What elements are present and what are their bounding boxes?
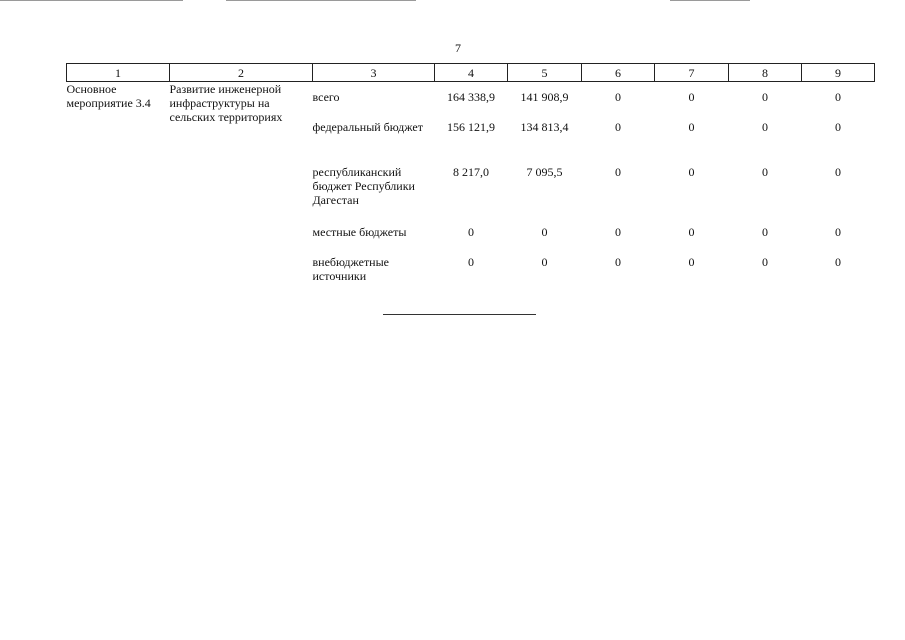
value-cell: 0 — [835, 90, 841, 104]
value-cell: 0 — [835, 120, 841, 134]
column-header: 6 — [582, 64, 655, 82]
value-cell: 0 — [688, 225, 695, 239]
measure-name: Основное мероприятие 3.4 — [66, 82, 151, 110]
value-cell: 8 217,0 — [453, 165, 489, 179]
value-cell: 0 — [615, 120, 621, 134]
column-header: 3 — [313, 64, 435, 82]
table-row — [67, 82, 875, 121]
value-cell: 0 — [762, 165, 768, 179]
value-cell: 7 095,5 — [526, 165, 563, 179]
value-cell: 0 — [541, 255, 548, 269]
column-header: 2 — [170, 64, 313, 82]
value-cell: 0 — [615, 255, 621, 269]
value-cell: 0 — [615, 90, 621, 104]
funding-source: местные бюджеты — [312, 225, 407, 239]
measure-description: Развитие инженерной инфраструктуры на сельских территориях — [169, 82, 283, 124]
funding-source: всего — [312, 90, 340, 104]
page-number: 7 — [455, 41, 461, 55]
value-cell: 0 — [762, 90, 768, 104]
column-header: 4 — [435, 64, 508, 82]
value-cell: 0 — [762, 255, 768, 269]
value-cell: 0 — [762, 225, 768, 239]
value-cell: 0 — [835, 165, 841, 179]
value-cell: 0 — [688, 120, 695, 134]
column-header: 5 — [508, 64, 582, 82]
value-cell: 0 — [541, 225, 548, 239]
column-header: 7 — [655, 64, 729, 82]
funding-source: федеральный бюджет — [312, 120, 423, 134]
value-cell: 0 — [835, 255, 841, 269]
scan-top-edge-middle — [226, 0, 416, 1]
value-cell: 0 — [468, 225, 474, 239]
budget-table — [66, 63, 875, 285]
value-cell: 0 — [615, 225, 621, 239]
value-cell: 0 — [835, 225, 841, 239]
column-header: 1 — [67, 64, 170, 82]
value-cell: 0 — [688, 90, 695, 104]
scan-top-edge-left — [0, 0, 183, 1]
value-cell: 141 908,9 — [520, 90, 569, 104]
scan-top-edge-right — [670, 0, 750, 1]
value-cell: 134 813,4 — [520, 120, 569, 134]
column-header: 8 — [729, 64, 802, 82]
end-of-table-rule — [383, 314, 536, 315]
value-cell: 0 — [762, 120, 768, 134]
funding-source: республиканский бюджет Республики Дагестан — [312, 165, 415, 207]
value-cell: 164 338,9 — [447, 90, 495, 104]
value-cell: 0 — [615, 165, 621, 179]
value-cell: 0 — [688, 255, 695, 269]
table-header-row — [67, 64, 875, 82]
value-cell: 156 121,9 — [447, 120, 495, 134]
column-header: 9 — [802, 64, 875, 82]
funding-source: внебюджетные источники — [312, 255, 389, 283]
value-cell: 0 — [468, 255, 474, 269]
value-cell: 0 — [688, 165, 695, 179]
